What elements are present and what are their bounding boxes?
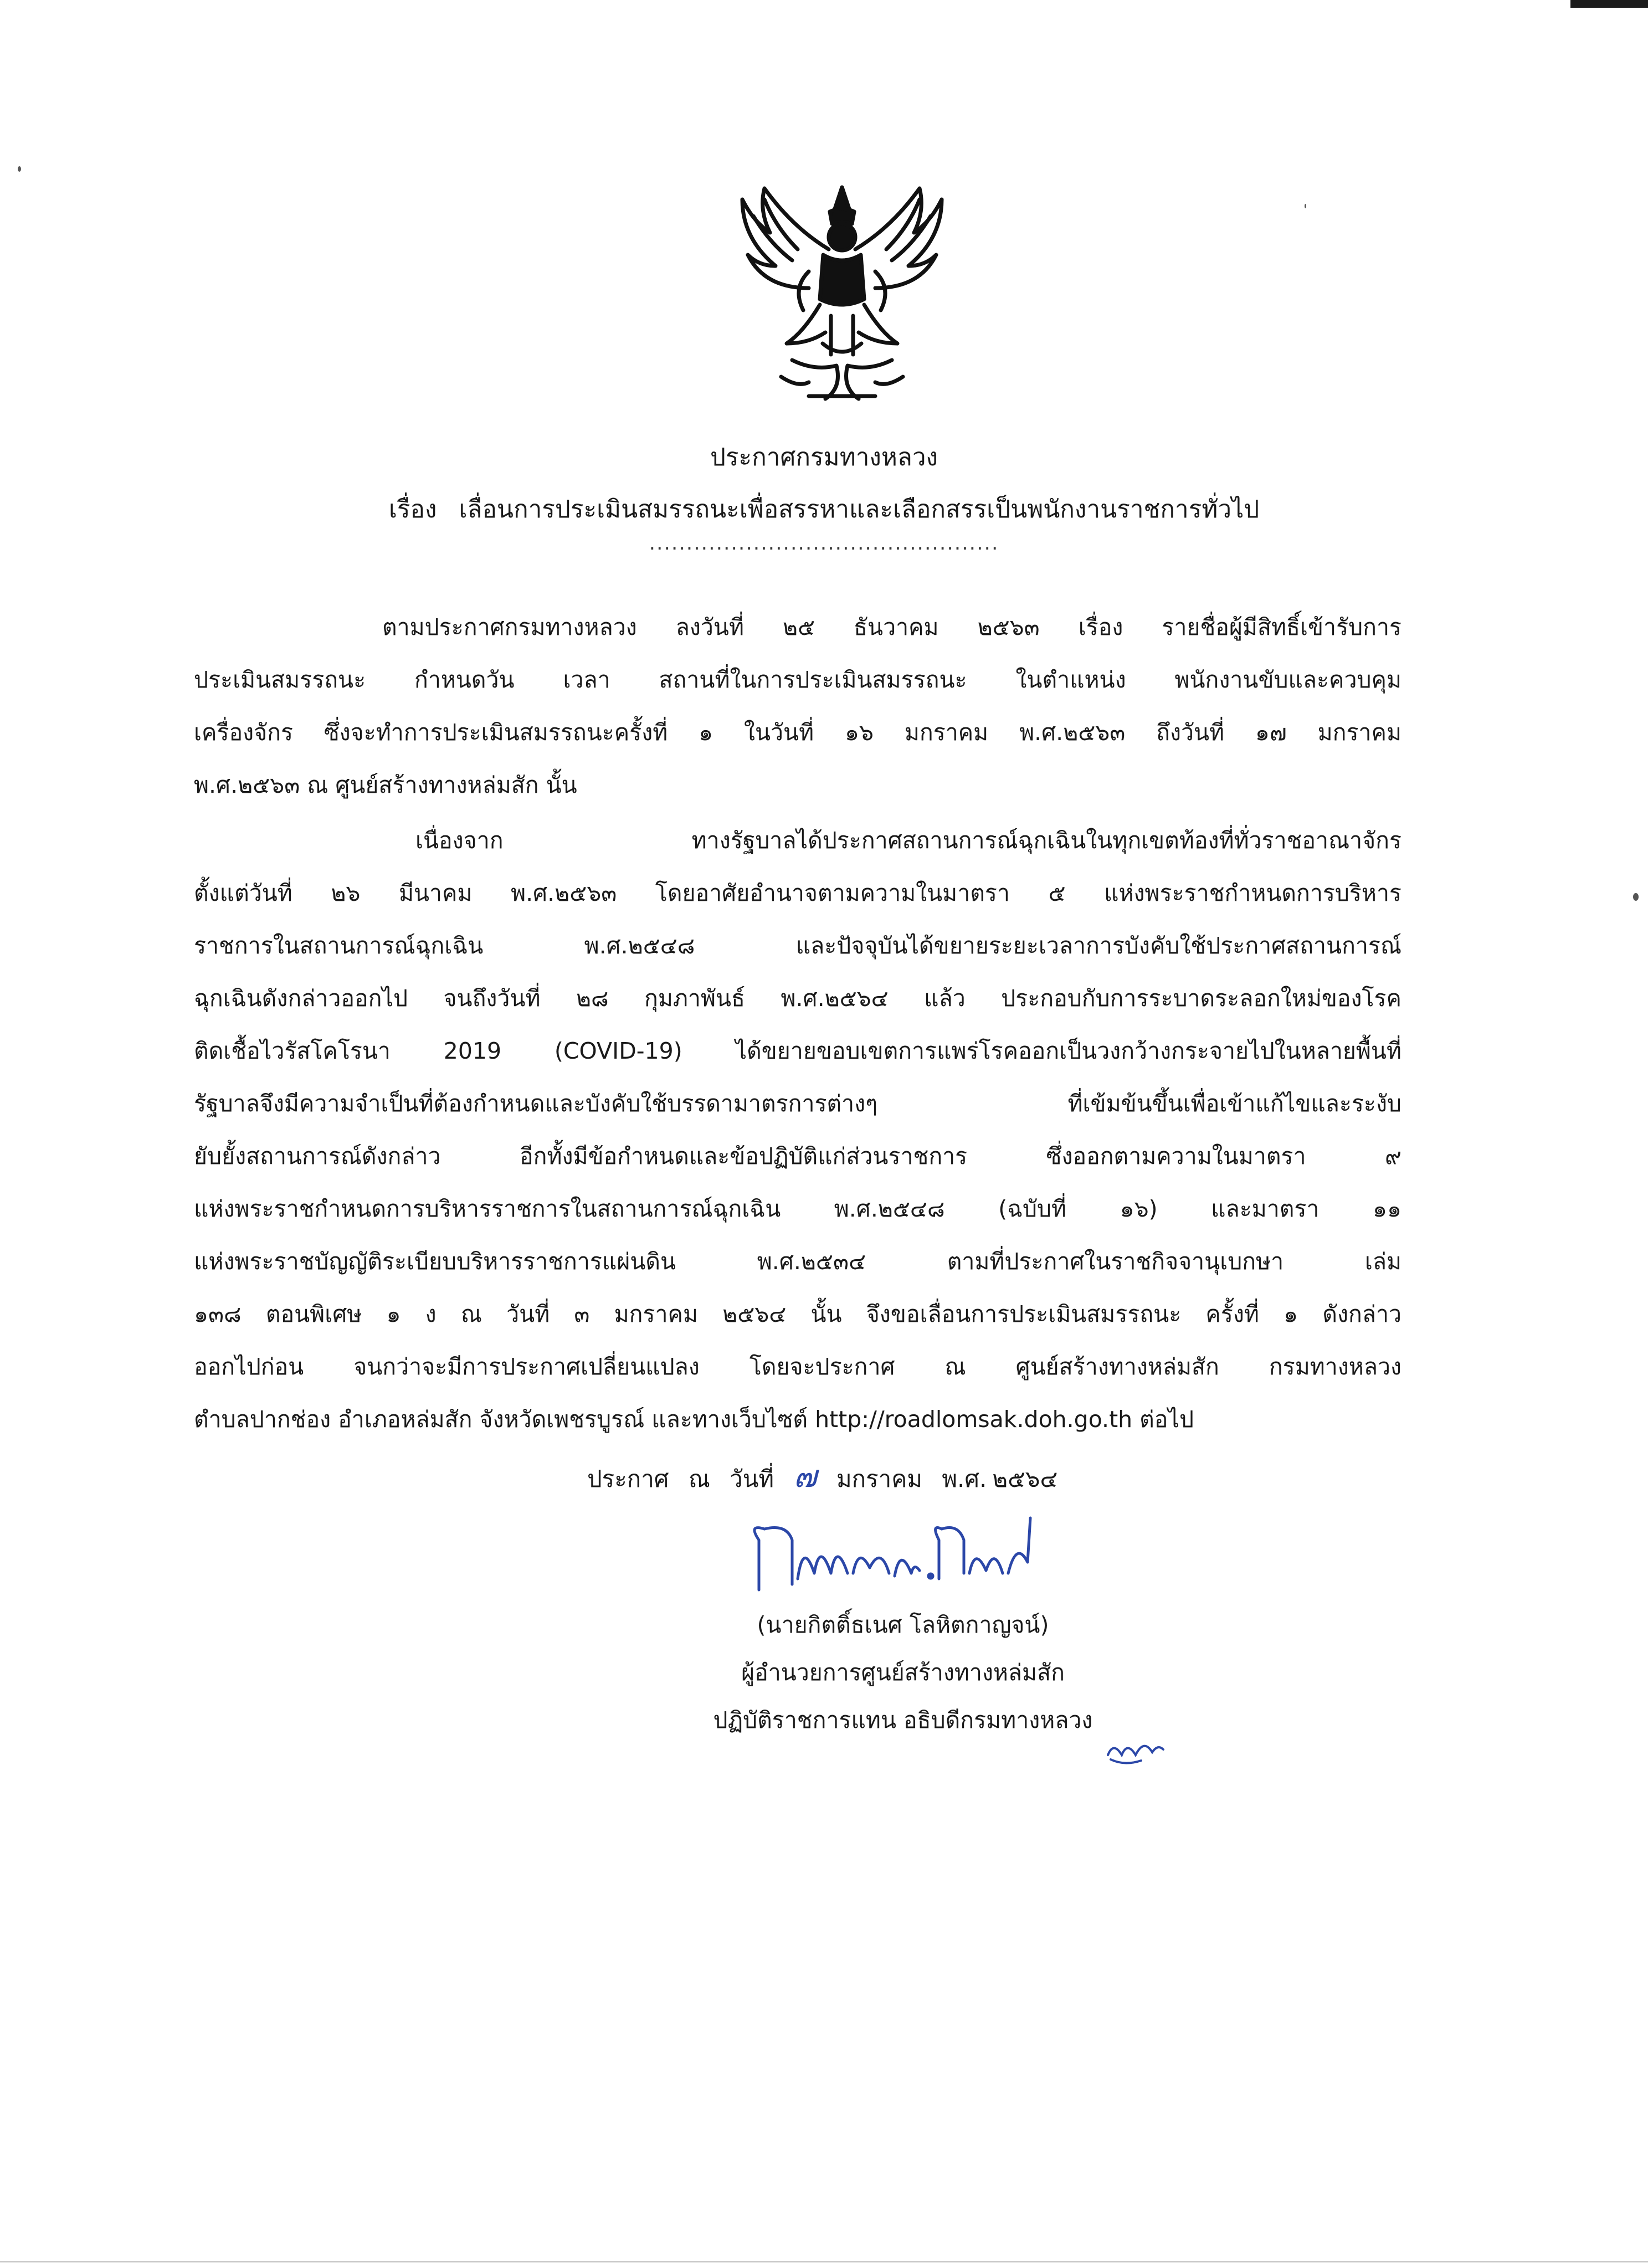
paragraph-line: ยับยั้งสถานการณ์ดังกล่าว อีกทั้งมีข้อกำหนดและข้อปฏิบัติแก่ส่วนราชการ ซึ่งออกตามความในมาตรา ๙ <box>194 1143 1401 1169</box>
scan-speck <box>1305 204 1306 208</box>
paragraph-line: ติดเชื้อไวรัสโคโรนา 2019 (COVID-19) ได้ขยายขอบเขตการแพร่โรคออกเป็นวงกว้างกระจายไปในหลายพื้นที่ <box>194 1038 1401 1064</box>
signatory-name: (นายกิตติ์ธเนศ โลหิตกาญจน์) <box>757 1612 1049 1638</box>
paragraph-line: รัฐบาลจึงมีความจำเป็นที่ต้องกำหนดและบังคับใช้บรรดามาตรการต่างๆ ที่เข้มข้นขึ้นเพื่อเข้าแก้ไขและระงับ <box>194 1090 1401 1117</box>
paragraph-1 <box>194 601 1401 812</box>
announce-era: พ.ศ. <box>942 1465 987 1492</box>
paragraph-line: ออกไปก่อน จนกว่าจะมีการประกาศเปลี่ยนแปลง โดยจะประกาศ ณ ศูนย์สร้างทางหล่มสัก กรมทางหลวง <box>194 1353 1401 1380</box>
signatory-block <box>654 1601 1152 1744</box>
paragraph-line: ตั้งแต่วันที่ ๒๖ มีนาคม พ.ศ.๒๕๖๓ โดยอาศัยอำนาจตามความในมาตรา ๕ แห่งพระราชกำหนดการบริหาร <box>194 880 1401 906</box>
subject-divider: ............................................... <box>649 532 999 555</box>
paragraph-line: ประเมินสมรรถนะ กำหนดวัน เวลา สถานที่ในการประเมินสมรรถนะ ในตำแหน่ง พนักงานขับและควบคุม <box>194 666 1401 693</box>
handwritten-day: ๗ <box>793 1459 817 1495</box>
subject-text: เลื่อนการประเมินสมรรถนะเพื่อสรรหาและเลือกสรรเป็นพนักงานราชการทั่วไป <box>459 495 1260 524</box>
garuda-emblem-icon <box>726 177 958 410</box>
paragraph-line: ๑๓๘ ตอนพิเศษ ๑ ง ณ วันที่ ๓ มกราคม ๒๕๖๔ นั้น จึงขอเลื่อนการประเมินสมรรถนะ ครั้งที่ ๑ ดังกล่าว <box>194 1301 1401 1327</box>
scan-speck <box>18 166 21 172</box>
subject-label: เรื่อง <box>388 495 437 524</box>
signatory-position: ผู้อำนวยการศูนย์สร้างทางหล่มสัก <box>741 1659 1065 1686</box>
paragraph-line: ฉุกเฉินดังกล่าวออกไป จนถึงวันที่ ๒๘ กุมภาพันธ์ พ.ศ.๒๕๖๔ แล้ว ประกอบกับการระบาดระลอกใหม่ของโรค <box>194 985 1401 1012</box>
announcement-date-line <box>587 1451 1070 1501</box>
handwritten-signature <box>742 1507 1053 1595</box>
document-subject <box>0 490 1648 528</box>
paragraph-line: ตำบลปากช่อง อำเภอหล่มสัก จังหวัดเพชรบูรณ์ และทางเว็บไซต์ http://roadlomsak.doh.go.th ต่อไป <box>194 1406 1194 1433</box>
signatory-acting-for: ปฏิบัติราชการแทน อธิบดีกรมทางหลวง <box>713 1707 1093 1733</box>
paragraph-line: เครื่องจักร ซึ่งจะทำการประเมินสมรรถนะครั้งที่ ๑ ในวันที่ ๑๖ มกราคม พ.ศ.๒๕๖๓ ถึงวันที่ ๑๗ มกราคม <box>194 719 1401 746</box>
paragraph-line: แห่งพระราชบัญญัติระเบียบบริหารราชการแผ่นดิน พ.ศ.๒๕๓๔ ตามที่ประกาศในราชกิจจานุเบกษา เล่ม <box>194 1248 1401 1275</box>
handwritten-initials <box>1102 1733 1169 1772</box>
paragraph-2 <box>194 814 1401 1446</box>
paragraph-line: ตามประกาศกรมทางหลวง ลงวันที่ ๒๕ ธันวาคม ๒๕๖๓ เรื่อง รายชื่อผู้มีสิทธิ์เข้ารับการ <box>382 614 1401 640</box>
scan-corner-mark <box>1570 0 1648 8</box>
announce-year: ๒๕๖๔ <box>992 1465 1058 1492</box>
announce-day-label: วันที่ <box>730 1465 774 1492</box>
document-title: ประกาศกรมทางหลวง <box>710 443 938 471</box>
announce-at: ณ <box>688 1465 710 1492</box>
paragraph-line: เนื่องจาก ทางรัฐบาลได้ประกาศสถานการณ์ฉุกเฉินในทุกเขตท้องที่ทั่วราชอาณาจักร <box>415 827 1401 854</box>
paragraph-line: แห่งพระราชกำหนดการบริหารราชการในสถานการณ์ฉุกเฉิน พ.ศ.๒๕๔๘ (ฉบับที่ ๑๖) และมาตรา ๑๑ <box>194 1195 1401 1222</box>
paragraph-line: พ.ศ.๒๕๖๓ ณ ศูนย์สร้างทางหล่มสัก นั้น <box>194 772 577 798</box>
scan-bottom-edge <box>0 2261 1648 2262</box>
announce-prefix: ประกาศ <box>587 1465 669 1492</box>
paragraph-line: ราชการในสถานการณ์ฉุกเฉิน พ.ศ.๒๕๔๘ และปัจจุบันได้ขยายระยะเวลาการบังคับใช้ประกาศสถานการณ์ <box>194 932 1401 959</box>
announce-month: มกราคม <box>836 1465 922 1492</box>
scan-speck <box>1633 893 1639 901</box>
